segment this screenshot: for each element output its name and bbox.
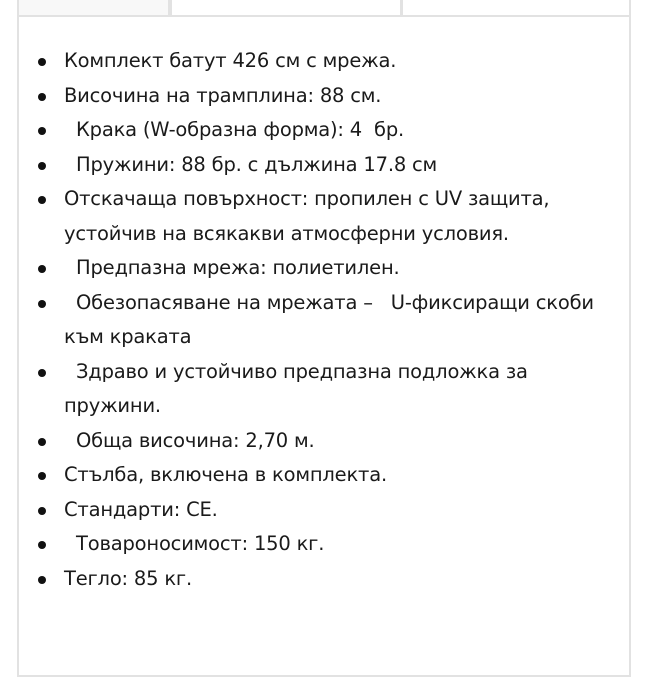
bullet-icon [38,541,46,549]
bullet-icon [38,576,46,584]
spec-text: Отскачаща повърхност: пропилен с UV защита, устойчив на всякакви атмосферни условия. [64,187,556,245]
bullet-icon [38,300,46,308]
spec-text: Стандарти: CE. [64,497,218,521]
bullet-icon [38,472,46,480]
spec-item [19,251,609,286]
spec-text: Тегло: 85 кг. [64,566,192,590]
spec-item [19,79,609,114]
spec-text: Здраво и устойчиво предпазна подложка за пружини. [64,359,534,417]
spec-text: Товароносимост: 150 кг. [64,532,325,555]
bullet-icon [38,369,46,377]
spec-text: Височина на трамплина: 88 см. [64,83,382,107]
spec-text: Крака (W-образна форма): 4 бр. [64,118,405,141]
spec-item [19,562,609,597]
spec-text: Обща височина: 2,70 м. [64,428,315,452]
tab-strip [17,0,631,17]
spec-item [19,424,609,459]
spec-item [19,148,609,183]
spec-item [19,182,609,251]
spec-text: Комплект батут 426 см с мрежа. [64,49,397,72]
spec-item [19,286,609,355]
spec-text: Пружини: 88 бр. с дължина 17.8 см [64,152,438,176]
spec-text: Стълба, включена в комплекта. [64,463,387,486]
spec-item [19,493,609,528]
bullet-icon [38,93,46,101]
bullet-icon [38,162,46,170]
spec-item [19,458,609,493]
spec-text: Обезопасяване на мрежата – U-фиксиращи скоби към краката [64,290,600,348]
bullet-icon [38,265,46,273]
bullet-icon [38,58,46,66]
bullet-icon [38,196,46,204]
spec-item [19,113,609,148]
tab-1[interactable] [19,0,168,15]
tab-3[interactable] [400,0,629,15]
spec-item [19,527,609,562]
specifications-panel [17,17,631,677]
bullet-icon [38,438,46,446]
spec-text: Предпазна мрежа: полиетилен. [64,256,400,279]
specifications-list [19,44,609,596]
bullet-icon [38,127,46,135]
spec-item [19,355,609,424]
bullet-icon [38,507,46,515]
tab-2[interactable] [168,0,400,15]
spec-item [19,44,609,79]
